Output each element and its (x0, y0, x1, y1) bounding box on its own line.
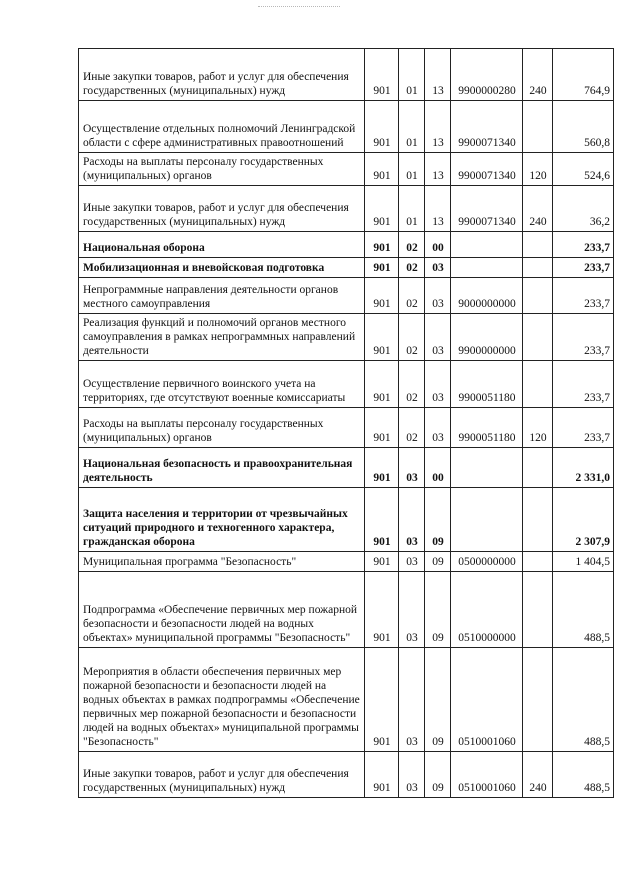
row-amount: 36,2 (553, 186, 614, 232)
table-row (79, 572, 614, 648)
row-name-cell: Осуществление отдельных полномочий Ленинградской области с сфере административных правоотношений (79, 101, 365, 153)
row-subsection-code: 09 (425, 752, 451, 798)
row-department-code: 901 (365, 752, 399, 798)
row-amount: 560,8 (553, 101, 614, 153)
row-name-cell: Иные закупки товаров, работ и услуг для обеспечения государственных (муниципальных) нужд (79, 752, 365, 798)
row-subsection-code: 00 (425, 232, 451, 258)
row-expense-type-code: 120 (523, 408, 553, 448)
top-scan-mark (258, 6, 340, 8)
row-name-cell: Защита населения и территории от чрезвычайных ситуаций природного и техногенного характера, гражданская оборона (79, 488, 365, 552)
row-expense-type-code (523, 278, 553, 314)
table-row (79, 232, 614, 258)
row-department-code: 901 (365, 361, 399, 408)
row-department-code: 901 (365, 572, 399, 648)
row-name-cell: Непрограммные направления деятельности органов местного самоуправления (79, 278, 365, 314)
row-amount: 488,5 (553, 648, 614, 752)
row-amount: 233,7 (553, 278, 614, 314)
row-name-cell: Расходы на выплаты персоналу государственных (муниципальных) органов (79, 408, 365, 448)
table-row (79, 101, 614, 153)
budget-table (78, 48, 614, 798)
budget-table-body (79, 49, 614, 798)
row-amount: 524,6 (553, 153, 614, 186)
row-target-article-code: 0510000000 (451, 572, 523, 648)
row-target-article-code (451, 488, 523, 552)
row-expense-type-code (523, 552, 553, 572)
row-section-code: 03 (399, 488, 425, 552)
row-amount: 233,7 (553, 232, 614, 258)
row-section-code: 02 (399, 278, 425, 314)
row-name-cell: Иные закупки товаров, работ и услуг для обеспечения государственных (муниципальных) нужд (79, 49, 365, 101)
table-row (79, 361, 614, 408)
row-expense-type-code: 240 (523, 49, 553, 101)
row-subsection-code: 00 (425, 448, 451, 488)
row-expense-type-code (523, 101, 553, 153)
row-target-article-code: 0510001060 (451, 752, 523, 798)
row-target-article-code: 9900051180 (451, 408, 523, 448)
row-subsection-code: 13 (425, 49, 451, 101)
row-subsection-code: 13 (425, 153, 451, 186)
row-target-article-code: 9900071340 (451, 153, 523, 186)
row-section-code: 01 (399, 49, 425, 101)
row-subsection-code: 03 (425, 361, 451, 408)
row-name-cell: Расходы на выплаты персоналу государственных (муниципальных) органов (79, 153, 365, 186)
row-section-code: 03 (399, 752, 425, 798)
row-subsection-code: 03 (425, 408, 451, 448)
row-subsection-code: 03 (425, 258, 451, 278)
row-subsection-code: 09 (425, 572, 451, 648)
row-expense-type-code: 240 (523, 186, 553, 232)
row-expense-type-code: 240 (523, 752, 553, 798)
row-target-article-code: 9900051180 (451, 361, 523, 408)
row-target-article-code (451, 232, 523, 258)
table-row (79, 49, 614, 101)
row-expense-type-code (523, 258, 553, 278)
row-name-cell: Иные закупки товаров, работ и услуг для обеспечения государственных (муниципальных) нужд (79, 186, 365, 232)
row-name-cell: Национальная безопасность и правоохранительная деятельность (79, 448, 365, 488)
row-section-code: 03 (399, 572, 425, 648)
row-target-article-code: 9900000280 (451, 49, 523, 101)
row-subsection-code: 03 (425, 278, 451, 314)
row-section-code: 02 (399, 314, 425, 361)
row-section-code: 01 (399, 153, 425, 186)
row-section-code: 01 (399, 101, 425, 153)
row-name-cell: Мероприятия в области обеспечения первичных мер пожарной безопасности и безопасности людей на водных объектах в рамках подпрограммы «Обеспечение первичных мер пожарной безопасности и безопасности людей на водных объектах» муниципальной программы "Безопасность" (79, 648, 365, 752)
table-row (79, 186, 614, 232)
row-subsection-code: 13 (425, 101, 451, 153)
row-department-code: 901 (365, 153, 399, 186)
row-department-code: 901 (365, 552, 399, 572)
row-amount: 1 404,5 (553, 552, 614, 572)
row-amount: 233,7 (553, 258, 614, 278)
row-subsection-code: 09 (425, 648, 451, 752)
row-section-code: 03 (399, 448, 425, 488)
row-department-code: 901 (365, 648, 399, 752)
row-name-cell: Реализация функций и полномочий органов местного самоуправления в рамках непрограммных направлений деятельности (79, 314, 365, 361)
table-row (79, 408, 614, 448)
table-row (79, 648, 614, 752)
table-row (79, 752, 614, 798)
row-section-code: 03 (399, 648, 425, 752)
row-amount: 488,5 (553, 752, 614, 798)
row-department-code: 901 (365, 49, 399, 101)
row-department-code: 901 (365, 488, 399, 552)
row-department-code: 901 (365, 186, 399, 232)
row-department-code: 901 (365, 258, 399, 278)
row-expense-type-code (523, 448, 553, 488)
row-name-cell: Национальная оборона (79, 232, 365, 258)
row-amount: 233,7 (553, 314, 614, 361)
row-amount: 764,9 (553, 49, 614, 101)
table-row (79, 488, 614, 552)
row-department-code: 901 (365, 232, 399, 258)
row-expense-type-code (523, 488, 553, 552)
row-section-code: 02 (399, 258, 425, 278)
row-amount: 233,7 (553, 361, 614, 408)
row-target-article-code: 9900000000 (451, 314, 523, 361)
row-subsection-code: 13 (425, 186, 451, 232)
row-amount: 2 307,9 (553, 488, 614, 552)
row-subsection-code: 09 (425, 488, 451, 552)
row-section-code: 03 (399, 552, 425, 572)
row-department-code: 901 (365, 408, 399, 448)
row-target-article-code: 0510001060 (451, 648, 523, 752)
row-section-code: 02 (399, 408, 425, 448)
row-expense-type-code (523, 232, 553, 258)
row-expense-type-code (523, 314, 553, 361)
row-amount: 488,5 (553, 572, 614, 648)
row-section-code: 02 (399, 232, 425, 258)
row-name-cell: Подпрограмма «Обеспечение первичных мер пожарной безопасности и безопасности людей на водных объектах» муниципальной программы "Безопасность" (79, 572, 365, 648)
table-row (79, 258, 614, 278)
row-expense-type-code (523, 361, 553, 408)
table-row (79, 153, 614, 186)
row-section-code: 02 (399, 361, 425, 408)
row-department-code: 901 (365, 101, 399, 153)
row-department-code: 901 (365, 448, 399, 488)
row-target-article-code: 0500000000 (451, 552, 523, 572)
table-row (79, 314, 614, 361)
row-target-article-code (451, 258, 523, 278)
row-name-cell: Осуществление первичного воинского учета на территориях, где отсутствуют военные комиссариаты (79, 361, 365, 408)
row-name-cell: Муниципальная программа "Безопасность" (79, 552, 365, 572)
row-target-article-code: 9000000000 (451, 278, 523, 314)
row-target-article-code: 9900071340 (451, 186, 523, 232)
row-subsection-code: 03 (425, 314, 451, 361)
row-expense-type-code (523, 572, 553, 648)
row-expense-type-code (523, 648, 553, 752)
table-row (79, 552, 614, 572)
row-expense-type-code: 120 (523, 153, 553, 186)
row-section-code: 01 (399, 186, 425, 232)
table-row (79, 448, 614, 488)
table-row (79, 278, 614, 314)
row-subsection-code: 09 (425, 552, 451, 572)
row-department-code: 901 (365, 314, 399, 361)
row-department-code: 901 (365, 278, 399, 314)
row-name-cell: Мобилизационная и вневойсковая подготовка (79, 258, 365, 278)
row-amount: 2 331,0 (553, 448, 614, 488)
row-amount: 233,7 (553, 408, 614, 448)
row-target-article-code (451, 448, 523, 488)
row-target-article-code: 9900071340 (451, 101, 523, 153)
